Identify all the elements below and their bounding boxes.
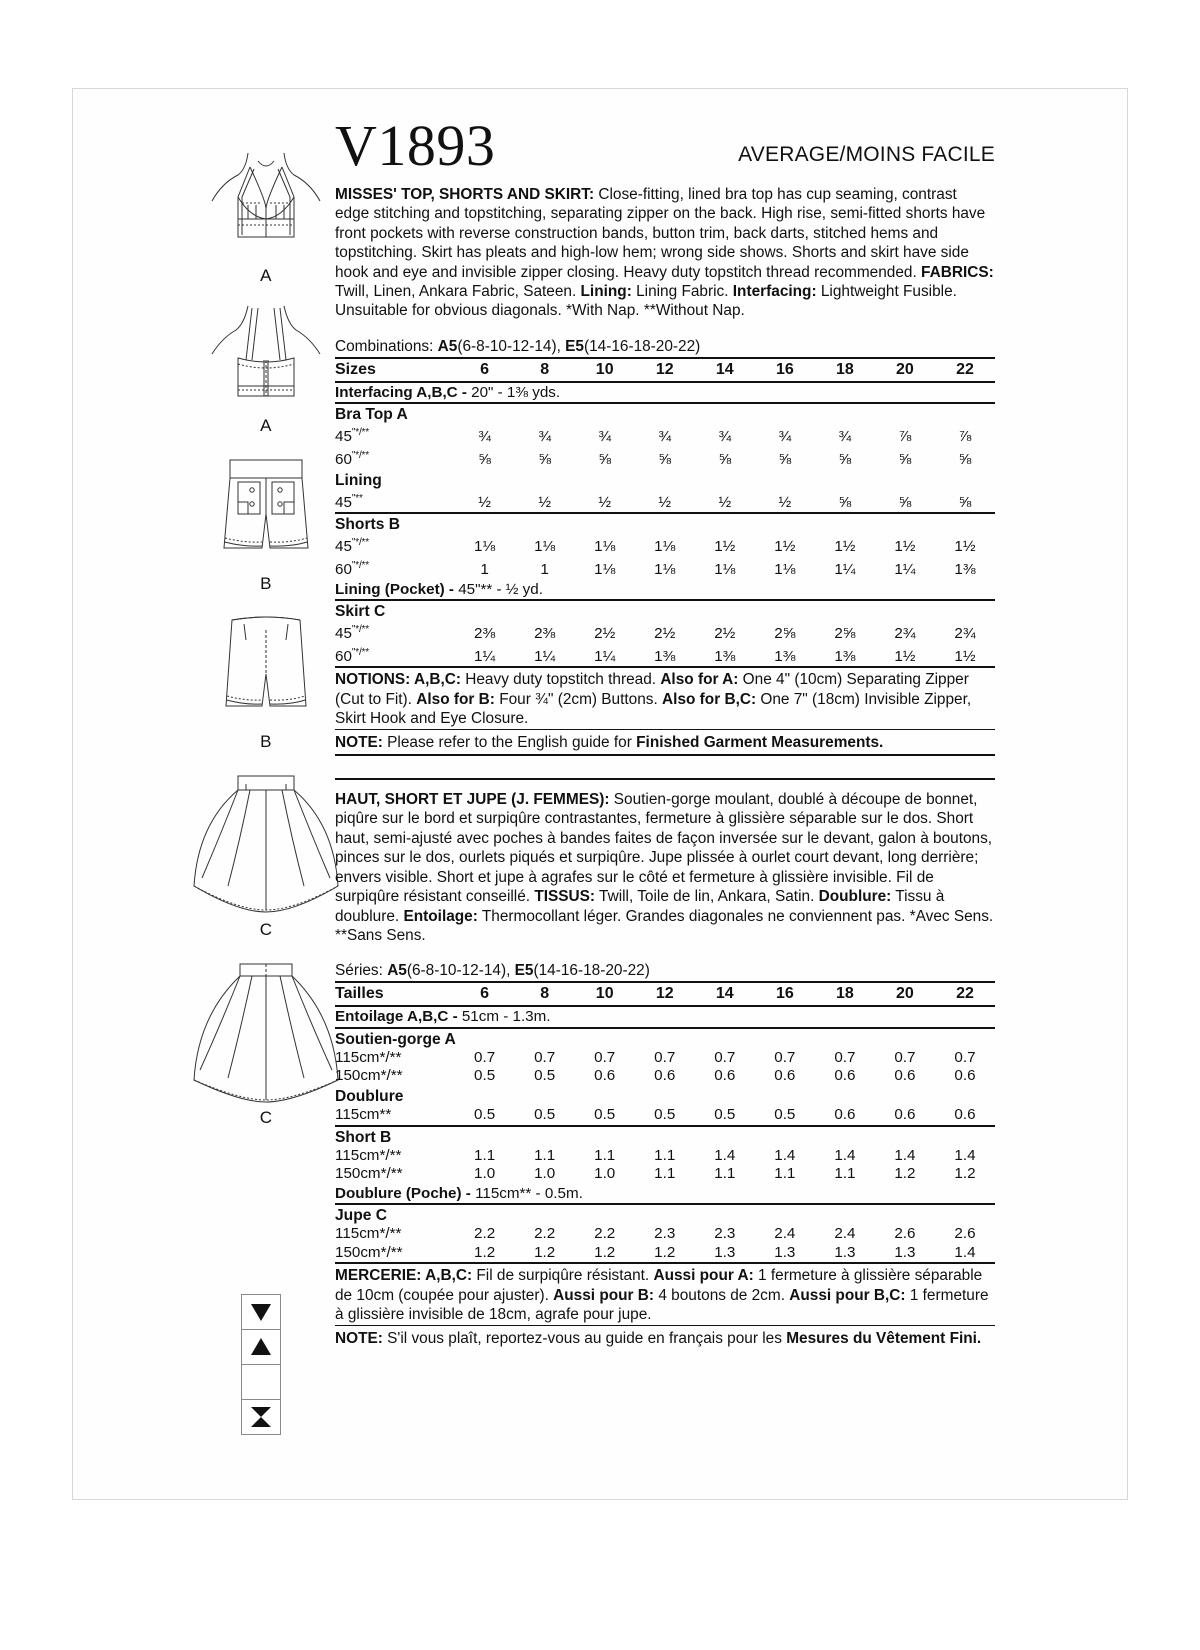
size-col-8: 8 — [515, 358, 575, 382]
doublure-poche-value: 115cm** - 0.5m. — [470, 1184, 583, 1202]
table-row — [335, 424, 995, 447]
combo-a5-sizes: (6-8-10-12-14), — [457, 337, 566, 355]
cell: ⅝ — [598, 451, 612, 469]
table-row — [335, 447, 995, 470]
cell: 0.6 — [834, 1067, 856, 1085]
cell: 2.6 — [954, 1225, 976, 1243]
english-description-body: Close-fitting, lined bra top has cup seaming, contrast edge stitching and topstitching, separating zipper on the back. High rise, semi-fitted shorts have front pockets with reverse construction bands, button trim, back darts, stitched hems and topstitching. Skirt has pleats and high-low hem; wrong side shows. Shorts and skirt have side hook and eye and invisible zipper closing. Heavy duty topstitch thread recommended. — [335, 186, 986, 281]
cell: 1⅜ — [695, 644, 755, 668]
section-title-short-b — [335, 1126, 995, 1147]
cell: 1⅛ — [774, 561, 796, 579]
cell: 0.7 — [594, 1048, 616, 1066]
table-row — [335, 1049, 995, 1068]
width-label — [335, 424, 455, 447]
table-row — [335, 557, 995, 580]
symbol-triangle-up — [242, 1330, 280, 1365]
section-label: Jupe C — [335, 1207, 387, 1225]
cell: 1.4 — [954, 1146, 976, 1164]
doublure-poche-row — [335, 1184, 995, 1205]
cell: 0.7 — [654, 1048, 676, 1066]
width-sup: "** — [351, 492, 363, 504]
cell: 1.1 — [774, 1165, 796, 1183]
section-title-doublure — [335, 1086, 995, 1106]
text-column — [335, 113, 995, 1350]
cell: 2⅝ — [834, 625, 856, 643]
cell: ⅝ — [815, 490, 875, 514]
entoilage-label: Entoilage: — [403, 907, 478, 925]
fr-size-col-12: 12 — [635, 982, 695, 1006]
doublure-poche-label: Doublure (Poche) - — [335, 1184, 471, 1202]
symbol-hourglass — [242, 1400, 280, 1434]
interfacing-row — [335, 382, 995, 404]
cell: 0.5 — [635, 1106, 695, 1126]
lining-pocket-value: 45"** - ½ yd. — [453, 580, 543, 598]
table-header-row — [335, 982, 995, 1006]
table-row — [335, 1225, 995, 1244]
cell: 1 — [480, 561, 489, 579]
width-value: 60 — [335, 647, 352, 665]
doublure-label: Doublure: — [818, 888, 892, 906]
cell: 0.7 — [774, 1048, 796, 1066]
cell: 1⅛ — [714, 561, 736, 579]
notions-also-bc-body: One 7" (18cm) Invisible Zipper, Skirt Hook and Eye Closure. — [335, 690, 972, 728]
cell: 1.3 — [815, 1244, 875, 1264]
width-sup: "*/** — [351, 450, 369, 461]
cell: 1.3 — [875, 1244, 935, 1264]
cell: 0.6 — [774, 1067, 796, 1085]
cell: 1½ — [714, 538, 736, 556]
cell: 2.2 — [534, 1225, 556, 1243]
cell: 1.4 — [834, 1146, 856, 1164]
cell: ⅞ — [958, 428, 972, 446]
size-col-14: 14 — [695, 358, 755, 382]
cell: 2½ — [594, 625, 616, 643]
cell: ¾ — [538, 428, 551, 446]
fr-size-col-16: 16 — [755, 982, 815, 1006]
fr-size-col-22: 22 — [935, 982, 995, 1006]
cell: ¾ — [598, 428, 612, 446]
sizes-header: Sizes — [335, 358, 455, 382]
entoilage-row-label: Entoilage A,B,C - — [335, 1008, 458, 1026]
lining-label: Lining: — [580, 283, 632, 301]
size-col-18: 18 — [815, 358, 875, 382]
cell: 2½ — [654, 625, 676, 643]
cell: 1½ — [774, 538, 796, 556]
section-label: Short B — [335, 1128, 392, 1146]
width-label — [335, 490, 455, 514]
table-row — [335, 1165, 995, 1184]
entoilage-row — [335, 1006, 995, 1028]
cell: 0.6 — [815, 1106, 875, 1126]
cell: 1½ — [954, 538, 976, 556]
cell: 1⅛ — [474, 538, 496, 556]
cell: ½ — [515, 490, 575, 514]
french-description — [335, 790, 995, 945]
width-sup: "*/** — [351, 427, 369, 439]
note-label: NOTE: — [335, 733, 383, 751]
cell: 0.5 — [515, 1106, 575, 1126]
cell: 1½ — [834, 538, 856, 556]
cell: 1⅛ — [594, 538, 616, 556]
size-col-10: 10 — [575, 358, 635, 382]
size-col-22: 22 — [935, 358, 995, 382]
cell: ¾ — [478, 428, 491, 446]
table-row — [335, 1244, 995, 1264]
cell: 1.1 — [534, 1146, 556, 1164]
lining-pocket-row — [335, 580, 995, 601]
cell: ⅝ — [718, 451, 732, 469]
cell: ⅝ — [875, 490, 935, 514]
pattern-envelope-back — [72, 88, 1128, 1500]
table-header-row — [335, 358, 995, 382]
cell: 1.2 — [954, 1165, 976, 1183]
cell: 1.2 — [455, 1244, 515, 1264]
cell: 1.3 — [755, 1244, 815, 1264]
width-label — [335, 534, 455, 557]
cell: 2¾ — [894, 625, 916, 643]
cell: 2.3 — [714, 1225, 736, 1243]
notions-also-b-body: Four ¾" (2cm) Buttons. — [494, 690, 663, 708]
symbol-blank — [242, 1365, 280, 1400]
english-notions — [335, 668, 995, 728]
english-description — [335, 185, 995, 321]
cell: 1.0 — [474, 1165, 496, 1183]
illustration-label: A — [260, 266, 272, 285]
cell: ¾ — [658, 428, 672, 446]
fr-combo-e5-sizes: (14-16-18-20-22) — [533, 962, 650, 980]
notions-abc-body: Heavy duty topstitch thread. — [460, 671, 661, 689]
width-label: 115cm*/** — [335, 1225, 402, 1243]
cell: ⅝ — [898, 451, 912, 469]
cell: 0.7 — [954, 1048, 976, 1066]
cell: ¾ — [838, 428, 852, 446]
cell: 1.3 — [695, 1244, 755, 1264]
size-col-16: 16 — [755, 358, 815, 382]
fr-combo-e5-code: E5 — [514, 962, 534, 980]
cell: 1⅜ — [635, 644, 695, 668]
section-title-shorts-b — [335, 513, 995, 534]
cell: 1⅜ — [755, 644, 815, 668]
mercerie-aussi-bc-body: 1 fermeture à glissière invisible de 18cm, agrafe pour jupe. — [335, 1286, 989, 1324]
width-label: 150cm*/** — [335, 1244, 455, 1264]
cell: 1.4 — [714, 1146, 736, 1164]
fr-note-label: NOTE: — [335, 1329, 383, 1347]
fabrics-label: FABRICS: — [921, 263, 994, 281]
fr-note-body: S'il vous plaît, reportez-vous au guide en français pour les — [382, 1329, 787, 1347]
width-sup: "*/** — [351, 537, 369, 549]
section-title-lining — [335, 470, 995, 490]
cell: ⅝ — [658, 451, 672, 469]
illustration-label: C — [259, 920, 273, 939]
fr-size-col-10: 10 — [575, 982, 635, 1006]
cell: 0.6 — [594, 1067, 616, 1085]
entoilage-body: Thermocollant léger. Grandes diagonales ne conviennent pas. *Avec Sens. **Sans Sens. — [335, 907, 994, 944]
table-row — [335, 1147, 995, 1166]
french-yardage-table — [335, 981, 995, 1264]
size-col-12: 12 — [635, 358, 695, 382]
mercerie-aussi-bc-label: Aussi pour B,C: — [789, 1286, 906, 1304]
section-label: Lining — [335, 471, 382, 489]
french-description-body: Soutien-gorge moulant, doublé à découpe de bonnet, piqûre sur le bord et surpiqûre contrastantes, fermeture à glissière séparable sur le dos. Short haut, semi-ajusté avec poches à bandes faites de façon inversée sur le devant, galon à boutons, pinces sur le dos, ourlets piqués et surpiqûre. Jupe plissée à ourlet court devant, long derrière; envers visible. Short et jupe à agrafes sur le côté et fermeture à glissière invisible. Fil de surpiqûre résistant conseillé. — [335, 791, 993, 906]
width-label: 150cm*/** — [335, 1067, 403, 1085]
tailles-header: Tailles — [335, 982, 455, 1006]
cell: 1.1 — [654, 1165, 676, 1183]
table-row — [335, 1106, 995, 1126]
section-label: Skirt C — [335, 603, 386, 621]
cell: 0.6 — [954, 1067, 976, 1085]
width-label — [335, 557, 455, 580]
cell: 1½ — [875, 644, 935, 668]
english-note — [335, 730, 995, 754]
width-sup: "*/** — [351, 624, 369, 636]
english-description-title: MISSES' TOP, SHORTS AND SKIRT: — [335, 186, 595, 203]
fr-size-col-20: 20 — [875, 982, 935, 1006]
english-yardage-table — [335, 357, 995, 669]
notions-also-bc-label: Also for B,C: — [662, 690, 757, 708]
english-combinations — [335, 337, 995, 356]
cell: 0.5 — [474, 1067, 496, 1085]
cell: 1½ — [894, 538, 916, 556]
cell: ¾ — [778, 428, 792, 446]
cell: 2⅜ — [534, 625, 556, 643]
header-row — [335, 113, 995, 178]
cell: 1¼ — [575, 644, 635, 668]
cell: 0.6 — [894, 1067, 916, 1085]
cell: ½ — [635, 490, 695, 514]
cell: 0.6 — [654, 1067, 676, 1085]
cell: ⅝ — [958, 451, 972, 469]
french-description-title: HAUT, SHORT ET JUPE (J. FEMMES): — [335, 791, 610, 809]
cell: 1.0 — [594, 1165, 616, 1183]
section-title-soutien-gorge-a — [335, 1028, 995, 1049]
cell: 2½ — [714, 625, 736, 643]
fr-size-col-14: 14 — [695, 982, 755, 1006]
cell: 1.4 — [894, 1146, 916, 1164]
cell: 0.6 — [935, 1106, 995, 1126]
lining-body: Lining Fabric. — [631, 283, 733, 301]
cell: 1⅛ — [534, 538, 556, 556]
cell: ½ — [755, 490, 815, 514]
width-value: 45 — [335, 625, 352, 643]
french-mercerie — [335, 1264, 995, 1324]
cell: 0.7 — [474, 1048, 496, 1066]
width-label: 150cm*/** — [335, 1165, 403, 1183]
fabrics-body: Twill, Linen, Ankara Fabric, Sateen. — [335, 283, 581, 301]
cell: 2⅝ — [774, 625, 796, 643]
cell: 1.4 — [935, 1244, 995, 1264]
section-title-jupe-c — [335, 1204, 995, 1225]
table-row — [335, 534, 995, 557]
cell: ½ — [455, 490, 515, 514]
interfacing-body: Lightweight Fusible. Unsuitable for obvious diagonals. *With Nap. **Without Nap. — [335, 283, 957, 320]
fabric-layout-symbol-key — [241, 1294, 281, 1435]
cell: 2⅜ — [474, 625, 496, 643]
cell: 1.1 — [834, 1165, 856, 1183]
table-row — [335, 644, 995, 668]
interfacing-row-label: Interfacing A,B,C - — [335, 383, 467, 401]
illustration-label: B — [260, 574, 272, 593]
notions-also-a-label: Also for A: — [660, 671, 739, 689]
combo-e5-code: E5 — [565, 337, 584, 355]
lining-pocket-label: Lining (Pocket) - — [335, 580, 454, 598]
cell: 1¼ — [834, 561, 856, 579]
cell: 1⅛ — [654, 538, 676, 556]
table-row — [335, 1067, 995, 1086]
cell: 0.5 — [455, 1106, 515, 1126]
cell: 1.4 — [774, 1146, 796, 1164]
cell: 1.1 — [594, 1146, 616, 1164]
cell: ½ — [575, 490, 635, 514]
french-series — [335, 961, 995, 980]
cell: ⅞ — [898, 428, 912, 446]
width-label — [335, 621, 455, 644]
cell: 1.2 — [515, 1244, 575, 1264]
note-bold-tail: Finished Garment Measurements. — [636, 733, 884, 751]
width-label: 115cm*/** — [335, 1048, 402, 1066]
width-label — [335, 447, 455, 470]
cell: 1½ — [935, 644, 995, 668]
section-label: Bra Top A — [335, 406, 408, 424]
table-row — [335, 621, 995, 644]
cell: ¾ — [718, 428, 732, 446]
combo-a5-code: A5 — [437, 337, 458, 355]
cell: 2.6 — [894, 1225, 916, 1243]
width-value: 45 — [335, 538, 352, 556]
cell: 1¼ — [894, 561, 916, 579]
mercerie-aussi-a-body: 1 fermeture à glissière séparable de 10cm (coupée pour ajuster). — [335, 1267, 983, 1304]
cell: 0.5 — [575, 1106, 635, 1126]
fr-combo-a5-code: A5 — [387, 962, 407, 980]
cell: 1.2 — [575, 1244, 635, 1264]
cell: 1¼ — [455, 644, 515, 668]
cell: 2.2 — [594, 1225, 616, 1243]
cell: 2.4 — [834, 1225, 856, 1243]
width-label: 115cm*/** — [335, 1146, 402, 1164]
section-label: Doublure — [335, 1088, 404, 1105]
entoilage-row-value: 51cm - 1.3m. — [457, 1008, 551, 1026]
size-col-6: 6 — [455, 358, 515, 382]
fr-note-bold-tail: Mesures du Vêtement Fini. — [786, 1329, 982, 1347]
combo-e5-sizes: (14-16-18-20-22) — [583, 337, 701, 355]
width-sup: "*/** — [351, 646, 369, 658]
cell: 2.3 — [654, 1225, 676, 1243]
cell: 1.0 — [534, 1165, 556, 1183]
cell: 0.7 — [834, 1048, 856, 1066]
illustration-label: C — [259, 1108, 273, 1127]
cell: 1.2 — [635, 1244, 695, 1264]
cell: 1⅛ — [594, 561, 616, 579]
width-sup: "*/** — [351, 559, 369, 571]
illustration-label: A — [260, 416, 272, 435]
interfacing-row-value: 20" - 1⅜ yds. — [466, 383, 561, 401]
width-label — [335, 644, 455, 668]
cell: 1.1 — [474, 1146, 496, 1164]
notions-also-b-label: Also for B: — [416, 690, 495, 708]
cell: 2.4 — [774, 1225, 796, 1243]
fr-size-col-18: 18 — [815, 982, 875, 1006]
size-col-20: 20 — [875, 358, 935, 382]
cell: 1.1 — [714, 1165, 736, 1183]
mercerie-abc-body: Fil de surpiqûre résistant. — [472, 1267, 654, 1285]
cell: ½ — [695, 490, 755, 514]
difficulty-level: AVERAGE/MOINS FACILE — [738, 143, 995, 166]
mercerie-aussi-b-label: Aussi pour B: — [553, 1286, 655, 1304]
fr-size-col-6: 6 — [455, 982, 515, 1006]
cell: 0.7 — [894, 1048, 916, 1066]
cell: ⅝ — [838, 451, 852, 469]
cell: 0.5 — [695, 1106, 755, 1126]
width-value: 45 — [335, 493, 352, 511]
cell: ⅝ — [538, 451, 551, 469]
mercerie-abc-label: A,B,C: — [421, 1267, 473, 1285]
section-title-skirt-c — [335, 600, 995, 621]
fr-size-col-8: 8 — [515, 982, 575, 1006]
cell: 1.2 — [894, 1165, 916, 1183]
width-value: 45 — [335, 428, 352, 446]
cell: 1⅜ — [815, 644, 875, 668]
width-label: 115cm** — [335, 1106, 455, 1126]
cell: 1.1 — [654, 1146, 676, 1164]
cell: ⅝ — [778, 451, 792, 469]
section-label: Soutien-gorge A — [335, 1030, 456, 1048]
tissus-body: Twill, Toile de lin, Ankara, Satin. — [595, 888, 819, 906]
illustration-label: B — [260, 732, 272, 751]
cell: 0.5 — [755, 1106, 815, 1126]
notions-also-a-body: One 4" (10cm) Separating Zipper (Cut to Fit). — [335, 671, 969, 708]
combinations-label: Combinations: — [335, 337, 438, 355]
cell: 1⅛ — [654, 561, 676, 579]
mercerie-label: MERCERIE: — [335, 1267, 422, 1285]
note-body: Please refer to the English guide for — [382, 733, 637, 751]
cell: 0.5 — [534, 1067, 556, 1085]
tissus-label: TISSUS: — [534, 888, 596, 906]
section-label: Shorts B — [335, 516, 400, 534]
cell: 2¾ — [954, 625, 976, 643]
cell: 0.6 — [875, 1106, 935, 1126]
cell: ⅝ — [935, 490, 995, 514]
mercerie-aussi-a-label: Aussi pour A: — [653, 1267, 754, 1285]
cell: 2.2 — [474, 1225, 496, 1243]
series-label: Séries: — [335, 962, 388, 980]
width-value: 60 — [335, 451, 352, 469]
width-value: 60 — [335, 561, 352, 579]
table-row — [335, 490, 995, 514]
interfacing-label: Interfacing: — [732, 283, 817, 301]
cell: 0.6 — [714, 1067, 736, 1085]
notions-label: NOTIONS: — [335, 671, 411, 689]
notions-abc-label: A,B,C: — [410, 671, 461, 689]
cell: 1¼ — [515, 644, 575, 668]
section-title-bra-top-a — [335, 403, 995, 424]
pattern-number: V1893 — [335, 113, 496, 178]
cell: ⅝ — [478, 451, 491, 469]
french-note — [335, 1326, 995, 1350]
symbol-triangle-down — [242, 1295, 280, 1330]
fr-combo-a5-sizes: (6-8-10-12-14), — [406, 962, 515, 980]
doublure-body: Tissu à doublure. — [335, 888, 945, 925]
cell: 0.7 — [534, 1048, 556, 1066]
cell: 1 — [540, 561, 549, 579]
mercerie-aussi-b-body: 4 boutons de 2cm. — [654, 1286, 790, 1304]
cell: 0.7 — [714, 1048, 736, 1066]
cell: 1⅜ — [954, 561, 976, 579]
